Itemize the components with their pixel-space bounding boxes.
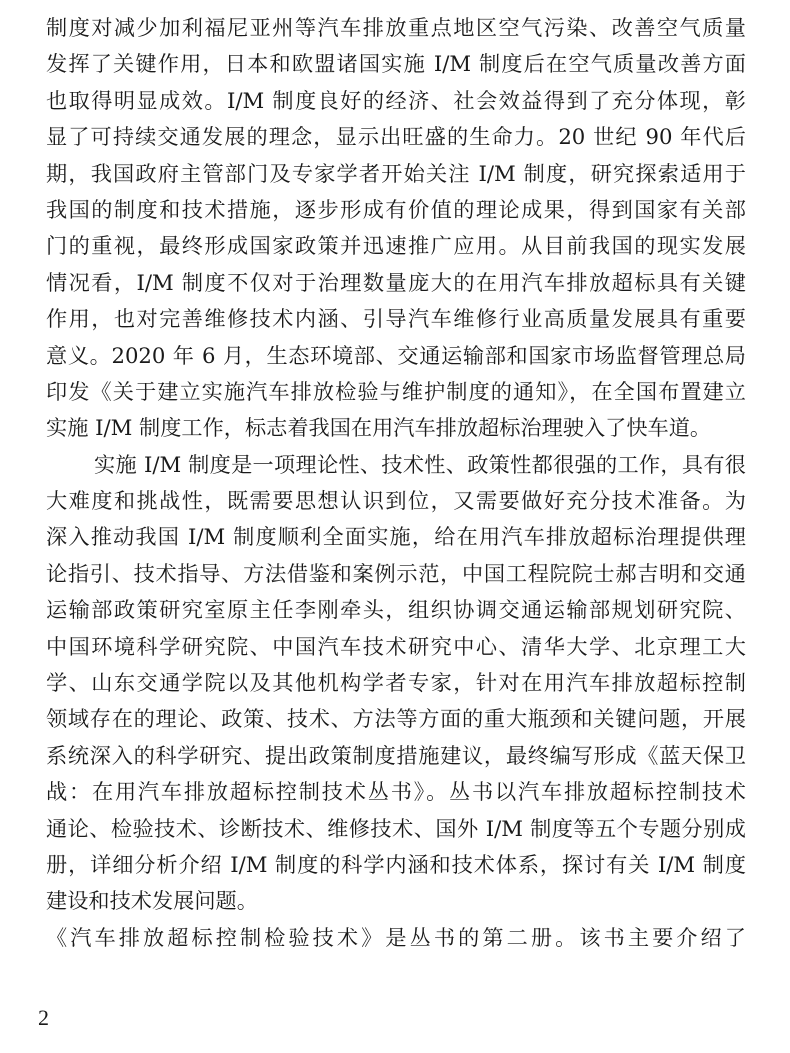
paragraph-1 [46,10,746,447]
text-line: 门的重视，最终形成国家政策并迅速推广应用。从目前我国的现实发展 [46,233,746,259]
text-line: 也取得明显成效。I/M 制度良好的经济、社会效益得到了充分体现，彰 [46,87,746,113]
page-number: 2 [38,1005,49,1030]
text-line: 印发《关于建立实施汽车排放检验与维护制度的通知》，在全国布置建立 [46,378,746,404]
text-line: 我国的制度和技术措施，逐步形成有价值的理论成果，得到国家有关部 [46,196,746,222]
text-line: 册，详细分析介绍 I/M 制度的科学内涵和技术体系，探讨有关 I/M 制度 [46,851,746,877]
text-line: 意义。2020 年 6 月，生态环境部、交通运输部和国家市场监督管理总局 [46,342,746,368]
text-line: 通论、检验技术、诊断技术、维修技术、国外 I/M 制度等五个专题分别成 [46,815,746,841]
text-line: 发挥了关键作用，日本和欧盟诸国实施 I/M 制度后在空气质量改善方面 [46,51,746,77]
text-line: 系统深入的科学研究、提出政策制度措施建议，最终编写形成《蓝天保卫 [46,742,746,768]
text-line: 战：在用汽车排放超标控制技术丛书》。丛书以汽车排放超标控制技术 [46,779,746,805]
text-line: 中国环境科学研究院、中国汽车技术研究中心、清华大学、北京理工大 [46,633,746,659]
text-line: 深入推动我国 I/M 制度顺利全面实施，给在用汽车排放超标治理提供理 [46,524,746,550]
text-line: 期，我国政府主管部门及专家学者开始关注 I/M 制度，研究探索适用于 [46,160,746,186]
text-line: 领域存在的理论、政策、技术、方法等方面的重大瓶颈和关键问题，开展 [46,706,746,732]
text-line: 作用，也对完善维修技术内涵、引导汽车维修行业高质量发展具有重要 [46,306,746,332]
text-line: 大难度和挑战性，既需要思想认识到位，又需要做好充分技术准备。为 [46,488,746,514]
text-line: 《汽车排放超标控制检验技术》是丛书的第二册。该书主要介绍了 [46,924,746,950]
text-line: 实施 I/M 制度工作，标志着我国在用汽车排放超标治理驶入了快车道。 [46,415,712,441]
text-line: 情况看，I/M 制度不仅对于治理数量庞大的在用汽车排放超标具有关键 [46,269,746,295]
text-line: 实施 I/M 制度是一项理论性、技术性、政策性都很强的工作，具有很 [94,451,746,477]
paragraph-3 [46,920,746,956]
text-line: 论指引、技术指导、方法借鉴和案例示范，中国工程院院士郝吉明和交通 [46,560,746,586]
text-line: 运输部政策研究室原主任李刚牵头，组织协调交通运输部规划研究院、 [46,597,746,623]
paragraph-2 [46,447,746,920]
text-line: 学、山东交通学院以及其他机构学者专家，针对在用汽车排放超标控制 [46,670,746,696]
text-line: 建设和技术发展问题。 [46,888,258,914]
body-text [46,10,746,956]
text-line: 显了可持续交通发展的理念，显示出旺盛的生命力。20 世纪 90 年代后 [46,124,746,150]
text-line: 制度对减少加利福尼亚州等汽车排放重点地区空气污染、改善空气质量 [46,15,746,40]
